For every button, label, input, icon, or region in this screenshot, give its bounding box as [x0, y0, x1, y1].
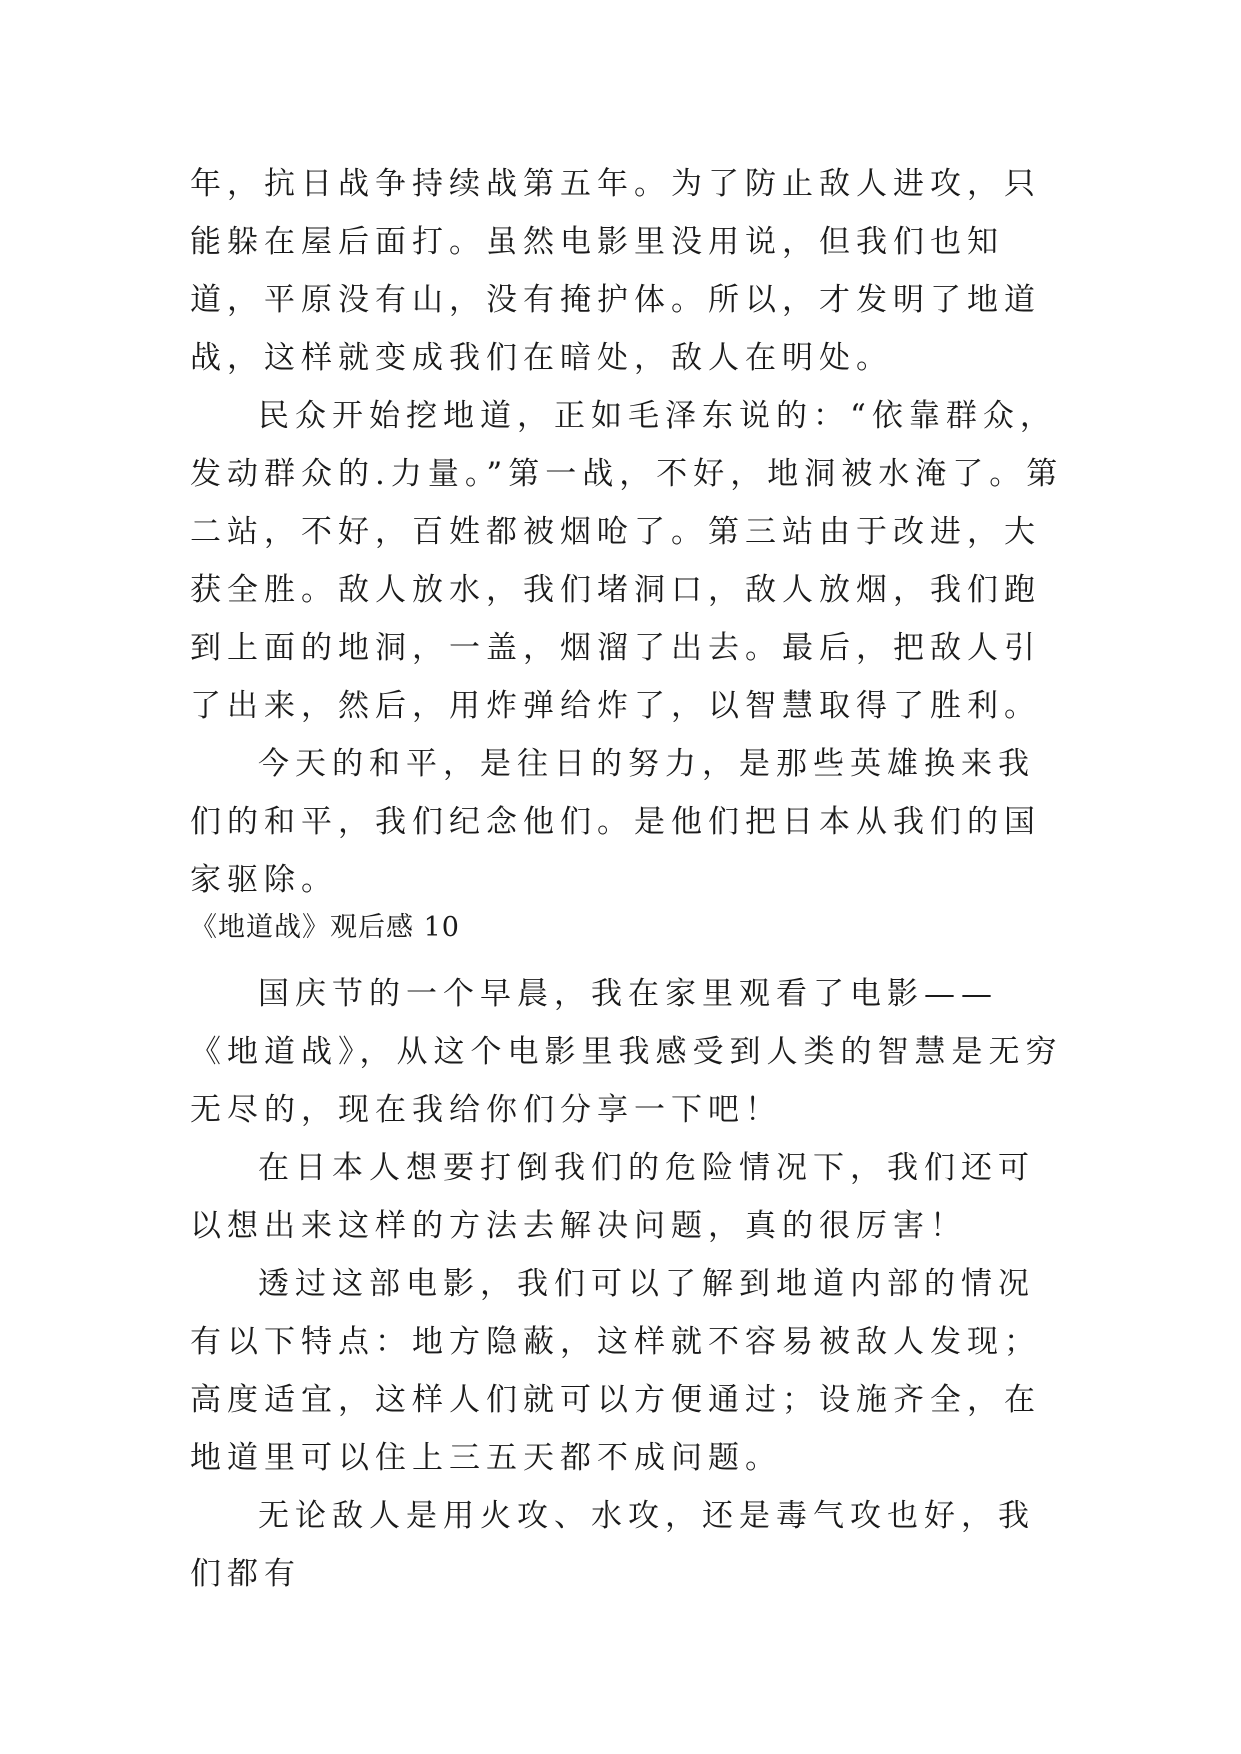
paragraph: 今天的和平，是往日的努力，是那些英雄换来我们的和平，我们纪念他们。是他们把日本从我们的国家驱除。 [190, 746, 1041, 898]
paragraph-continuation: 年，抗日战争持续战第五年。为了防止敌人进攻，只能躲在屋后面打。虽然电影里没用说，但我们也知道，平原没有山，没有掩护体。所以，才发明了地道战，这样就变成我们在暗处，敌人在明处。 [190, 166, 1041, 376]
paragraph: 民众开始挖地道，正如毛泽东说的：“依靠群众，发动群众的.力量。”第一战，不好，地洞被水淹了。第二站，不好，百姓都被烟呛了。第三站由于改进，大获全胜。敌人放水，我们堵洞口，敌人放烟，我们跑到上面的地洞，一盖，烟溜了出去。最后，把敌人引了出来，然后，用炸弹给炸了，以智慧取得了胜利。 [190, 398, 1064, 724]
essay-body-part2 [190, 965, 1070, 1603]
paragraph: 无论敌人是用火攻、水攻，还是毒气攻也好，我们都有 [190, 1498, 1035, 1592]
section-title: 《地道战》观后感 10 [190, 912, 460, 943]
essay-body-part1 [190, 155, 1070, 909]
paragraph: 透过这部电影，我们可以了解到地道内部的情况有以下特点：地方隐蔽，这样就不容易被敌人发现；高度适宜，这样人们就可以方便通过；设施齐全，在地道里可以住上三五天都不成问题。 [190, 1266, 1041, 1476]
paragraph: 国庆节的一个早晨，我在家里观看了电影——《地道战》，从这个电影里我感受到人类的智慧是无穷无尽的，现在我给你们分享一下吧！ [190, 976, 1063, 1128]
paragraph: 在日本人想要打倒我们的危险情况下，我们还可以想出来这样的方法去解决问题，真的很厉害！ [190, 1150, 1035, 1244]
